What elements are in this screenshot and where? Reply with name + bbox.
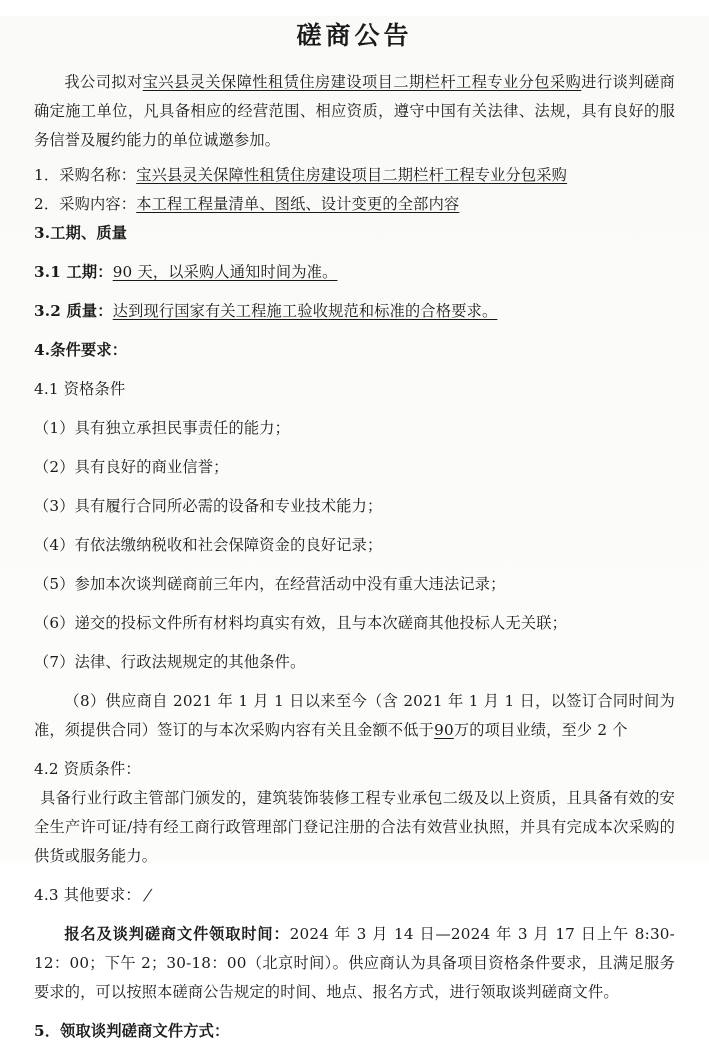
list-item	[34, 190, 675, 219]
condition-8-part2: 万的项目业绩，至少 2 个	[453, 721, 628, 739]
section-3-2-value: 达到现行国家有关工程施工验收规范和标准的合格要求。	[112, 302, 498, 320]
registration-time: 2024 年 3 月 14 日—2024 年 3 月 17 日上午 8:30-12：00；下午 2；30-18：00（北京时间）。	[34, 925, 675, 972]
condition-item: （1）具有独立承担民事责任的能力；	[34, 419, 291, 437]
section-4-heading: 4.条件要求：	[34, 341, 128, 359]
condition-item: （7）法律、行政法规规定的其他条件。	[34, 653, 306, 671]
section-3-1-label: 3.1 工期：	[34, 263, 113, 281]
item-label: 1．采购名称：	[34, 166, 137, 184]
registration-label: 报名及谈判磋商文件领取时间：	[64, 925, 290, 943]
intro-before: 我公司拟对	[64, 73, 143, 91]
intro-paragraph	[34, 68, 675, 155]
condition-item: （5）参加本次谈判磋商前三年内，在经营活动中没有重大违法记录；	[34, 575, 506, 593]
registration-paragraph	[34, 920, 675, 1007]
condition-item: （4）有依法缴纳税收和社会保障资金的良好记录；	[34, 536, 383, 554]
condition-8-part1: （8）供应商自 2021 年 1 月 1 日以来至今（含 2021 年 1 月 1 日，以签订合同时间为准，须提供合同）签订的与本次采购内容有关且金额不低于	[34, 692, 675, 739]
section-3-1	[34, 258, 675, 287]
section-5-heading: 5．领取谈判磋商文件方式：	[34, 1022, 230, 1040]
item-value: 宝兴县灵关保障性租赁住房建设项目二期栏杆工程专业分包采购	[136, 166, 568, 184]
document-page	[0, 16, 709, 1040]
registration-note: 供应商认为具备项目资格条件要求，且满足服务要求的，可以按照本磋商公告规定的时间、地点、报名方式，进行领取谈判磋商文件。	[34, 954, 676, 1001]
section-3-2	[34, 297, 675, 326]
section-3-heading: 3.工期、质量	[34, 224, 128, 242]
condition-8-paragraph	[34, 687, 675, 745]
condition-item: （6）递交的投标文件所有材料均真实有效，且与本次磋商其他投标人无关联；	[34, 614, 568, 632]
section-4-2-body-text: 具备行业行政主管部门颁发的，建筑装饰装修工程专业承包二级及以上资质，且具备有效的安全生产许可证/持有经工商行政管理部门登记注册的合法有效营业执照，并具有完成本次采购的供货或服务能力。	[34, 789, 675, 865]
intro-underlined-project: 宝兴县灵关保障性租赁住房建设项目二期栏杆工程专业分包采购	[142, 73, 582, 91]
condition-item: （2）具有良好的商业信誉；	[34, 458, 229, 476]
list-item	[34, 161, 675, 190]
page-title: 磋商公告	[296, 21, 413, 50]
section-3-1-value: 90 天，以采购人通知时间为准。	[112, 263, 338, 281]
section-4-2-body	[34, 784, 675, 871]
section-4-3-value: /	[141, 886, 154, 904]
condition-item: （3）具有履行合同所必需的设备和专业技术能力；	[34, 497, 383, 515]
item-label: 2．采购内容：	[34, 195, 137, 213]
item-value: 本工程工程量清单、图纸、设计变更的全部内容	[136, 195, 460, 213]
condition-8-amount: 90	[434, 721, 454, 739]
section-4-3-label: 4.3 其他要求：	[34, 886, 141, 904]
section-4-1-heading: 4.1 资格条件	[34, 380, 126, 398]
section-4-2-heading: 4.2 资质条件：	[34, 760, 141, 778]
section-3-2-label: 3.2 质量：	[34, 302, 113, 320]
intro-after: 进行谈判磋商确定施工单位，凡具备相应的经营范围、相应资质，遵守中国有关法律、法规，具有良好的服务信誉及履约能力的单位诚邀参加。	[34, 73, 676, 149]
section-4-3	[34, 881, 675, 910]
